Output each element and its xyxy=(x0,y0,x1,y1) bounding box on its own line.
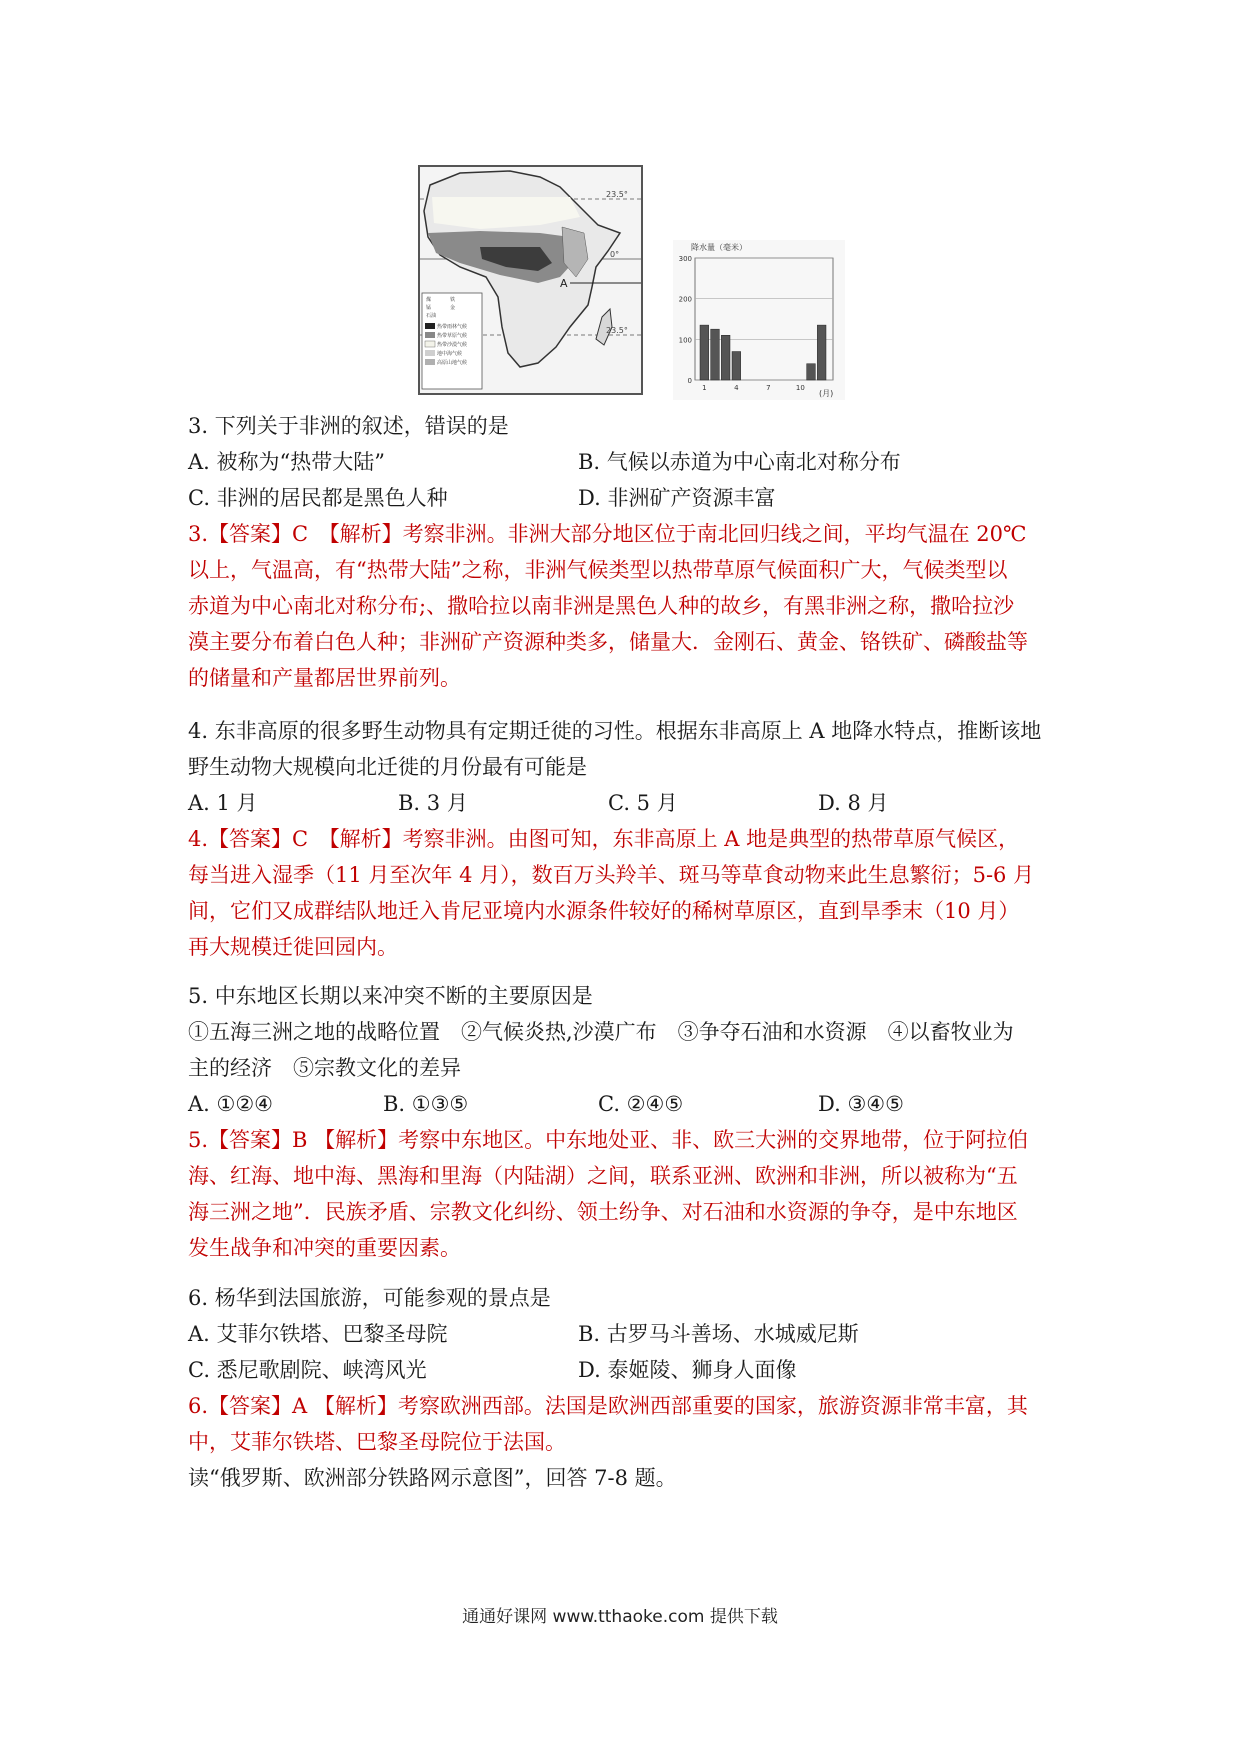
chart-x-tick-label: 1 xyxy=(702,384,707,392)
q6-answer-line-1: 6.【答案】A 【解析】考察欧洲西部。法国是欧洲西部重要的国家，旅游资源非常丰富，其 xyxy=(188,1394,1028,1418)
q6-option-a: A. 艾菲尔铁塔、巴黎圣母院 xyxy=(188,1322,448,1346)
q4-options xyxy=(188,785,1068,821)
precipitation-chart-svg xyxy=(673,240,845,400)
q6-options-row-1 xyxy=(188,1316,1068,1352)
precipitation-chart xyxy=(673,240,845,400)
legend-manganese: 锰 xyxy=(426,305,432,311)
q3-answer-line-5: 的储量和产量都居世界前列。 xyxy=(188,666,461,690)
africa-map xyxy=(418,165,643,395)
legend-rainforest: 热带雨林气候 xyxy=(437,324,468,330)
q5-option-c: C. ②④⑤ xyxy=(598,1092,684,1116)
q3-answer-line-2: 以上，气温高，有“热带大陆”之称，非洲气候类型以热带草原气候面积广大，气候类型以 xyxy=(188,558,1008,582)
q5-stem-line-2: ①五海三洲之地的战略位置 ②气候炎热,沙漠广布 ③争夺石油和水资源 ④以畜牧业为 xyxy=(188,1020,1014,1044)
footer-credit: 通通好课网 www.tthaoke.com 提供下载 xyxy=(462,1607,778,1627)
q4-stem-line-2: 野生动物大规模向北迁徙的月份最有可能是 xyxy=(188,755,587,779)
legend-mediterranean: 地中海气候 xyxy=(437,351,463,357)
q3-options-row-1 xyxy=(188,444,1068,480)
q6-stem: 6. 杨华到法国旅游，可能参观的景点是 xyxy=(188,1286,551,1310)
q5-options xyxy=(188,1086,1068,1122)
legend-gold: 金 xyxy=(450,305,456,311)
legend-savanna: 热带草原气候 xyxy=(437,333,468,339)
q6-answer-line-2: 中，艾菲尔铁塔、巴黎圣母院位于法国。 xyxy=(188,1430,566,1454)
q4-answer-line-3: 间，它们又成群结队地迁入肯尼亚境内水源条件较好的稀树草原区，直到旱季末（10 月） xyxy=(188,899,1020,923)
legend-highland: 高原山地气候 xyxy=(437,360,468,366)
q6-option-b: B. 古罗马斗善场、水城威尼斯 xyxy=(578,1322,859,1346)
q6-option-c: C. 悉尼歌剧院、峡湾风光 xyxy=(188,1358,427,1382)
point-a-label: A xyxy=(560,277,568,290)
q3-answer-line-3: 赤道为中心南北对称分布;、撒哈拉以南非洲是黑色人种的故乡，有黑非洲之称，撒哈拉沙 xyxy=(188,594,1015,618)
precip-bar-1 xyxy=(700,325,709,380)
q5-answer-line-3: 海三洲之地”．民族矛盾、宗教文化纠纷、领土纷争、对石油和水资源的争夺，是中东地区 xyxy=(188,1200,1018,1224)
q4-option-b: B. 3 月 xyxy=(398,791,468,815)
q3-option-c: C. 非洲的居民都是黑色人种 xyxy=(188,486,448,510)
q4-stem-line-1: 4. 东非高原的很多野生动物具有定期迁徙的习性。根据东非高原上 A 地降水特点，推断该地 xyxy=(188,719,1042,743)
question-6 xyxy=(188,1280,1068,1496)
legend-desert: 热带沙漠气候 xyxy=(437,342,468,348)
q3-options-row-2 xyxy=(188,480,1068,516)
chart-y-tick-label: 200 xyxy=(678,295,692,304)
q4-answer-line-1: 4.【答案】C 【解析】考察非洲。由图可知，东非高原上 A 地是典型的热带草原气候区， xyxy=(188,827,1020,851)
precip-bar-2 xyxy=(711,329,720,380)
legend-coal: 煤 xyxy=(426,297,432,303)
q4-answer-line-4: 再大规模迁徙回园内。 xyxy=(188,935,398,959)
lead-in-7-8: 读“俄罗斯、欧洲部分铁路网示意图”，回答 7-8 题。 xyxy=(188,1466,677,1490)
q3-answer-line-1: 3.【答案】C 【解析】考察非洲。非洲大部分地区位于南北回归线之间，平均气温在 20℃ xyxy=(188,522,1027,546)
q5-stem-line-1: 5. 中东地区长期以来冲突不断的主要原因是 xyxy=(188,984,593,1008)
q4-option-d: D. 8 月 xyxy=(818,791,889,815)
q6-option-d: D. 泰姬陵、狮身人面像 xyxy=(578,1358,797,1382)
question-3 xyxy=(188,408,1068,696)
q4-answer-line-2: 每当进入湿季（11 月至次年 4 月），数百万头羚羊、斑马等草食动物来此生息繁衍；5-6 月 xyxy=(188,863,1035,887)
precip-bar-12 xyxy=(817,325,826,380)
chart-y-title: 降水量（毫米） xyxy=(691,243,747,252)
q5-answer-line-2: 海、红海、地中海、黑海和里海（内陆湖）之间，联系亚洲、欧洲和非洲，所以被称为“五 xyxy=(188,1164,1018,1188)
africa-map-drawing xyxy=(420,167,641,393)
q4-option-a: A. 1 月 xyxy=(188,791,258,815)
question-5 xyxy=(188,978,1068,1266)
q4-option-c: C. 5 月 xyxy=(608,791,678,815)
legend-iron: 铁 xyxy=(450,297,456,303)
q5-answer-line-4: 发生战争和冲突的重要因素。 xyxy=(188,1236,461,1260)
chart-y-tick-label: 0 xyxy=(687,377,692,385)
precip-bar-3 xyxy=(721,335,730,380)
q3-option-b: B. 气候以赤道为中心南北对称分布 xyxy=(578,450,901,474)
q5-stem-line-3: 主的经济 ⑤宗教文化的差异 xyxy=(188,1056,461,1080)
tropic-n-label: 23.5° xyxy=(606,190,628,199)
tropic-s-label: 23.5° xyxy=(606,326,628,335)
chart-y-tick-label: 300 xyxy=(678,255,692,263)
q3-option-a: A. 被称为“热带大陆” xyxy=(188,450,385,474)
chart-x-tick-label: 4 xyxy=(734,384,739,392)
question-4 xyxy=(188,713,1068,965)
q3-stem: 3. 下列关于非洲的叙述，错误的是 xyxy=(188,414,509,438)
q5-option-d: D. ③④⑤ xyxy=(818,1092,904,1116)
q6-options-row-2 xyxy=(188,1352,1068,1388)
q3-answer-line-4: 漠主要分布着白色人种；非洲矿产资源种类多，储量大．金刚石、黄金、铬铁矿、磷酸盐等 xyxy=(188,630,1028,654)
legend-oil: 石油 xyxy=(426,313,437,319)
chart-x-tick-label: 10 xyxy=(795,384,805,392)
africa-figure xyxy=(418,155,848,400)
q5-answer-line-1: 5.【答案】B 【解析】考察中东地区。中东地处亚、非、欧三大洲的交界地带，位于阿拉伯 xyxy=(188,1128,1029,1152)
chart-y-tick-label: 100 xyxy=(678,336,692,345)
equator-label: 0° xyxy=(610,250,620,259)
q3-option-d: D. 非洲矿产资源丰富 xyxy=(578,486,776,510)
chart-x-unit: (月) xyxy=(819,389,834,398)
q5-option-b: B. ①③⑤ xyxy=(383,1092,469,1116)
q5-option-a: A. ①②④ xyxy=(188,1092,273,1116)
precip-bar-4 xyxy=(732,352,741,380)
chart-x-tick-label: 7 xyxy=(766,384,771,392)
precip-bar-11 xyxy=(807,364,816,380)
